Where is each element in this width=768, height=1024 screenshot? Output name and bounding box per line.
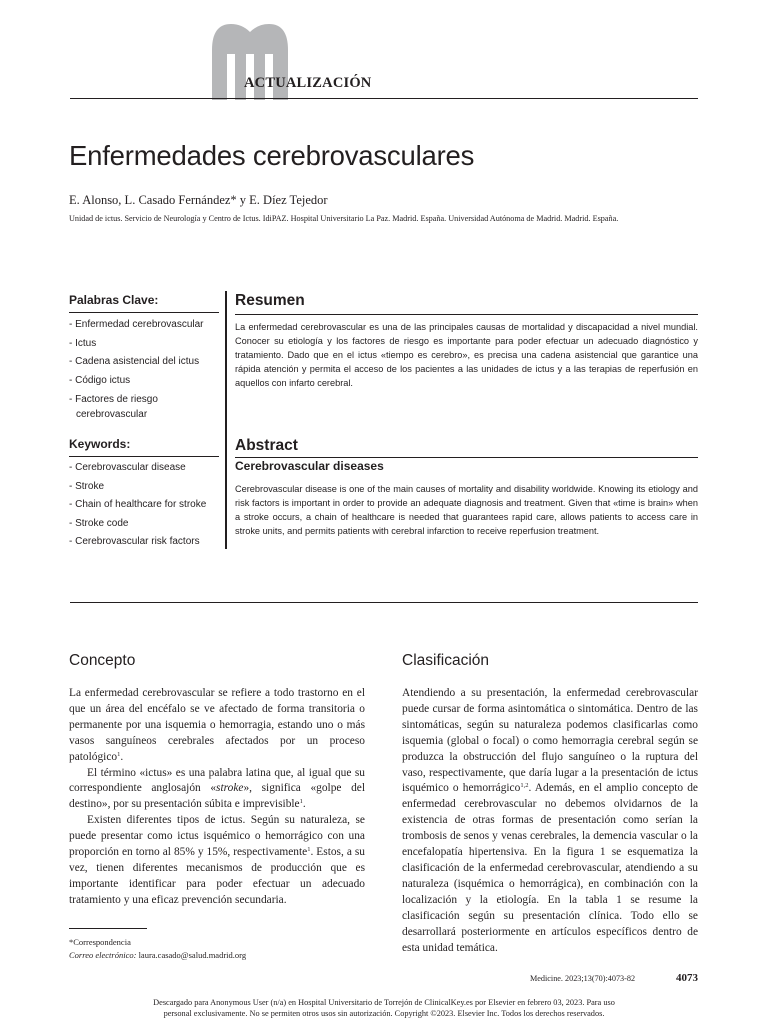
column-divider [225, 291, 227, 549]
palabras-clave-divider [69, 312, 219, 313]
email-link[interactable]: laura.casado@salud.madrid.org [136, 949, 247, 960]
palabras-clave-heading: Palabras Clave: [69, 293, 159, 307]
palabras-clave-list [69, 316, 229, 422]
citation: Medicine. 2023;13(70):4073-82 [530, 974, 636, 983]
keyword-item: - Chain of healthcare for stroke [69, 499, 207, 510]
article-title: Enfermedades cerebrovasculares [69, 140, 475, 171]
section-label: ACTUALIZACIÓN [244, 75, 372, 91]
keywords-list [69, 459, 229, 552]
keyword-item: - Stroke code [69, 517, 129, 529]
paragraph: Existen diferentes tipos de ictus. Según su naturaleza, se puede presentar como ictus isquémico o hemorrágico con una proporción en torno al 85% y 15%, respectivamente$^1$. Estos, a su vez, tienen diferentes mecanismos de producción que es importante identificar para poder efectuar un adecuado tratamiento y una eficaz prevención secundaria. [69, 814, 365, 906]
clasificacion-heading: Clasificación [402, 652, 490, 669]
keywords-divider [69, 456, 219, 457]
concepto-heading: Concepto [69, 652, 136, 669]
resumen-text: La enfermedad cerebrovascular es una de las principales causas de mortalidad y discapacidad a nivel mundial. Conocer su etiología y los factores de riesgo es importante para poder efectuar un adecuado diagnóstico y tratamiento. Dado que en el ictus «tiempo es cerebro», es precisa una cadena asistencial que garantice una rápida atención y permita el acceso de los pacientes a las unidades de ictus y a las terapias de reperfusión en aquellos con infarto cerebral. [235, 322, 698, 388]
keyword-item: - Cadena asistencial del ictus [69, 356, 200, 367]
section-divider [70, 602, 698, 603]
abstract-text: Cerebrovascular disease is one of the main causes of mortality and disability worldwide. Knowing its etiology and risk factors is important in order to provide an adequate diagnosis and treatment. Given that «time is brain» when a stroke occurs, a chain of healthcare is needed that guarantees rapid care, allows patients to access care in stroke units, and permits patients with cerebral infarction to receive reperfusion treatment. [235, 484, 698, 536]
keyword-item: - Stroke [69, 480, 105, 492]
authors: E. Alonso, L. Casado Fernández* y E. Díez Tejedor [69, 193, 328, 207]
abstract-heading: Abstract [235, 437, 298, 454]
footnote [69, 936, 246, 961]
keyword-item: - Código ictus [69, 374, 131, 386]
keyword-item: - Cerebrovascular disease [69, 462, 186, 473]
download-notice: Descargado para Anonymous User (n/a) en Hospital Universitario de Torrejón de ClinicalKey.es por Elsevier en febrero 03, 2023. Para uso personal exclusivamente. No se permiten otros usos sin autorización. Copyright ©2023. Elsevier Inc. Todos los derechos reservados. [153, 998, 615, 1018]
keyword-item: - Enfermedad cerebrovascular [69, 319, 204, 330]
keyword-item: - Ictus [69, 337, 97, 349]
reference-marker: 1 [117, 750, 121, 758]
reference-marker: 1 [299, 798, 303, 806]
clasificacion-body [402, 686, 698, 956]
affiliation: Unidad de ictus. Servicio de Neurología y Centro de Ictus. IdiPAZ. Hospital Universitario La Paz. Madrid. España. Universidad Autónoma de Madrid. Madrid. España. [69, 214, 619, 223]
header-divider [70, 98, 698, 99]
reference-marker: 1 [307, 846, 311, 854]
paragraph: El término «ictus» es una palabra latina que, al igual que su correspondiente anglosajón «stroke», significa «golpe del destino», por su presentación súbita e imprevisible$^1$. [69, 766, 365, 811]
resumen-divider [235, 314, 698, 315]
footnote-divider [69, 928, 147, 929]
resumen-heading: Resumen [235, 292, 305, 309]
keyword-item: - Cerebrovascular risk factors [69, 536, 200, 547]
concepto-body [69, 686, 365, 909]
page-number: 4073 [676, 972, 698, 984]
abstract-divider [235, 457, 698, 458]
keyword-item: - Factores de riesgo cerebrovascular [69, 394, 158, 420]
keywords-heading: Keywords: [69, 437, 131, 451]
correspondence-label: *Correspondencia [69, 937, 131, 947]
reference-marker: 1,2 [520, 782, 529, 790]
paragraph: Atendiendo a su presentación, la enfermedad cerebrovascular puede cursar de forma asintomática o sintomática. Dentro de las sintomáticas, según su naturaleza podemos clasificarlas como isquemia (global o focal) o como hemorragia cerebral según se produzca la obstrucción del flujo sanguíneo o la ruptura del vaso, respectivamente, que daría lugar a la presentación de ictus isquémico o hemorrágico$^{1,2}$. Además, en el amplio concepto de enfermedad cerebrovascular no debemos olvidarnos de la existencia de otras formas de presentación como serían la trombosis de senos y venas cerebrales, la demencia vascular o la encefalopatía hipertensiva. En la figura 1 se esquematiza la clasificación de la enfermedad cerebrovascular, atendiendo a su naturaleza (isquémica o hemorrágica), en combinación con la localización y la etiología. En la tabla 1 se resume la clasificación según su presentación clínica. Todo ello se desarrollará posteriormente en artículos específicos dentro de esta unidad temática. [402, 687, 698, 954]
email-label: Correo electrónico: [69, 949, 137, 960]
abstract-subtitle: Cerebrovascular diseases [235, 459, 384, 473]
paragraph: La enfermedad cerebrovascular se refiere a todo trastorno en el que un área del encéfalo se ve afectado de forma transitoria o permanente por una isquemia o hemorragia, estando uno o más vasos sanguíneos cerebrales afectados por un proceso patológico$^1$. [69, 687, 365, 763]
